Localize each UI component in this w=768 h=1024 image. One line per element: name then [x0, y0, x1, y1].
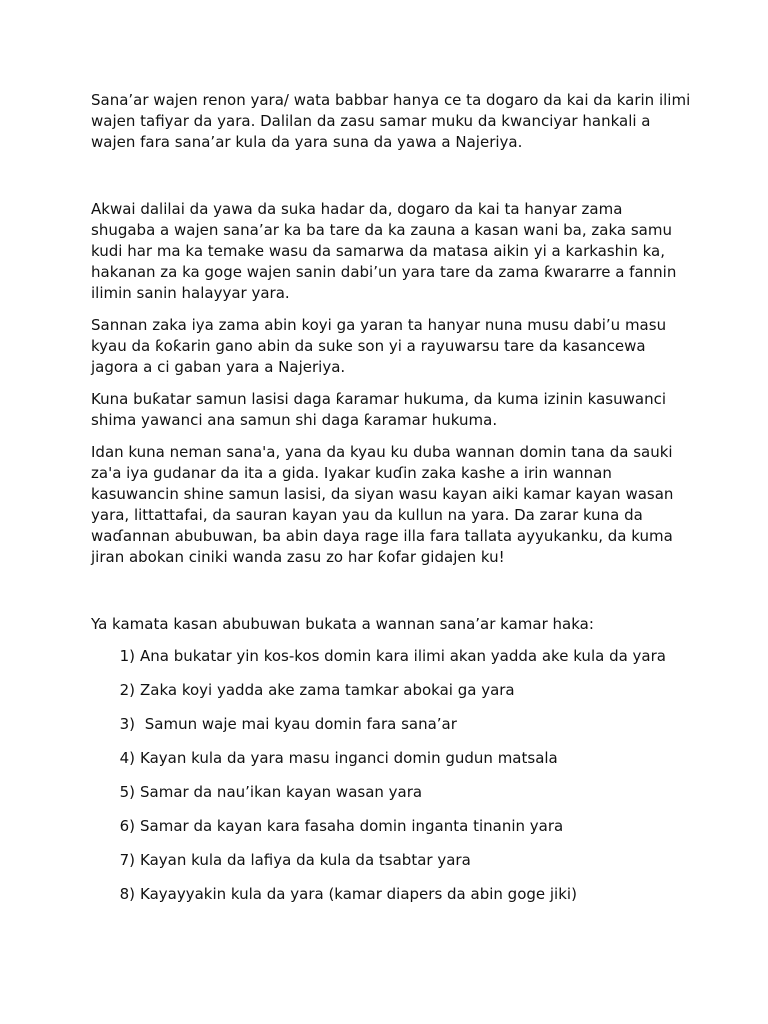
list-number: 7) — [119, 851, 135, 869]
list-item-text: Ana bukatar yin kos-kos domin kara ilimi akan yadda ake kula da yara — [140, 647, 666, 665]
list-item — [91, 782, 691, 803]
list-number: 3) — [119, 715, 135, 733]
list-number: 5) — [119, 783, 135, 801]
list-item — [91, 850, 691, 871]
list-item-text: Samar da nau’ikan kayan wasan yara — [140, 783, 423, 801]
list-number: 8) — [119, 885, 135, 903]
list-item — [91, 680, 691, 701]
list-number: 6) — [119, 817, 135, 835]
list-item-text: Kayan kula da yara masu inganci domin gudun matsala — [140, 749, 558, 767]
list-number: 1) — [119, 647, 135, 665]
list-item — [91, 646, 691, 667]
list-item — [91, 714, 691, 735]
list-item — [91, 884, 691, 905]
license-paragraph: Kuna buƙatar samun lasisi daga ƙaramar hukuma, da kuma izinin kasuwanci shima yawanci ana samun shi daga ƙaramar hukuma. — [91, 390, 666, 429]
list-item-text: Samar da kayan kara fasaha domin inganta tinanin yara — [140, 817, 564, 835]
list-item-text: Kayayyakin kula da yara (kamar diapers da abin goge jiki) — [140, 885, 577, 903]
list-item-text: Zaka koyi yadda ake zama tamkar abokai ga yara — [140, 681, 515, 699]
intro-paragraph: Sana’ar wajen renon yara/ wata babbar hanya ce ta dogaro da kai da karin ilimi wajen tafiyar da yara. Dalilan da zasu samar muku da kwanciyar hankali a wajen fara sana’ar kula da yara suna da yawa a Najeriya. — [91, 91, 691, 151]
list-item — [91, 816, 691, 837]
benefits-paragraph: Akwai dalilai da yawa da suka hadar da, dogaro da kai ta hanyar zama shugaba a wajen sana’ar ka ba tare da ka zauna a kasan wani ba, zaka samu kudi har ma ka temake wasu da samarwa da matasa aikin yi a karkashin ka, hakanan za ka goge wajen sanin dabi’un yara tare da zama ƙwararre a fannin ilimin sanin halayyar yara. — [91, 200, 677, 302]
list-item-text: Kayan kula da lafiya da kula da tsabtar yara — [140, 851, 471, 869]
list-number: 2) — [119, 681, 135, 699]
role-model-paragraph: Sannan zaka iya zama abin koyi ga yaran ta hanyar nuna musu dabi’u masu kyau da ƙoƙarin gano abin da suke son yi a rayuwarsu tare da kasancewa jagora a ci gaban yara a Najeriya. — [91, 316, 667, 376]
requirements-list — [91, 646, 691, 905]
list-item — [91, 748, 691, 769]
list-item-text: Samun waje mai kyau domin fara sana’ar — [140, 715, 457, 733]
list-number: 4) — [119, 749, 135, 767]
costs-paragraph: Idan kuna neman sana'a, yana da kyau ku duba wannan domin tana da sauki za'a iya gudanar da ita a gida. Iyakar kuɗin zaka kashe a irin wannan kasuwancin shine samun lasisi, da siyan wasu kayan aiki kamar kayan wasan yara, littattafai, da sauran kayan yau da kullun na yara. Da zarar kuna da waɗannan abubuwan, ba abin daya rage illa fara tallata ayyukanku, da kuma jiran abokan ciniki wanda zasu zo har ƙofar gidajen ku! — [91, 443, 674, 566]
document-page — [91, 90, 691, 918]
requirements-intro: Ya kamata kasan abubuwan bukata a wannan sana’ar kamar haka: — [91, 615, 594, 633]
